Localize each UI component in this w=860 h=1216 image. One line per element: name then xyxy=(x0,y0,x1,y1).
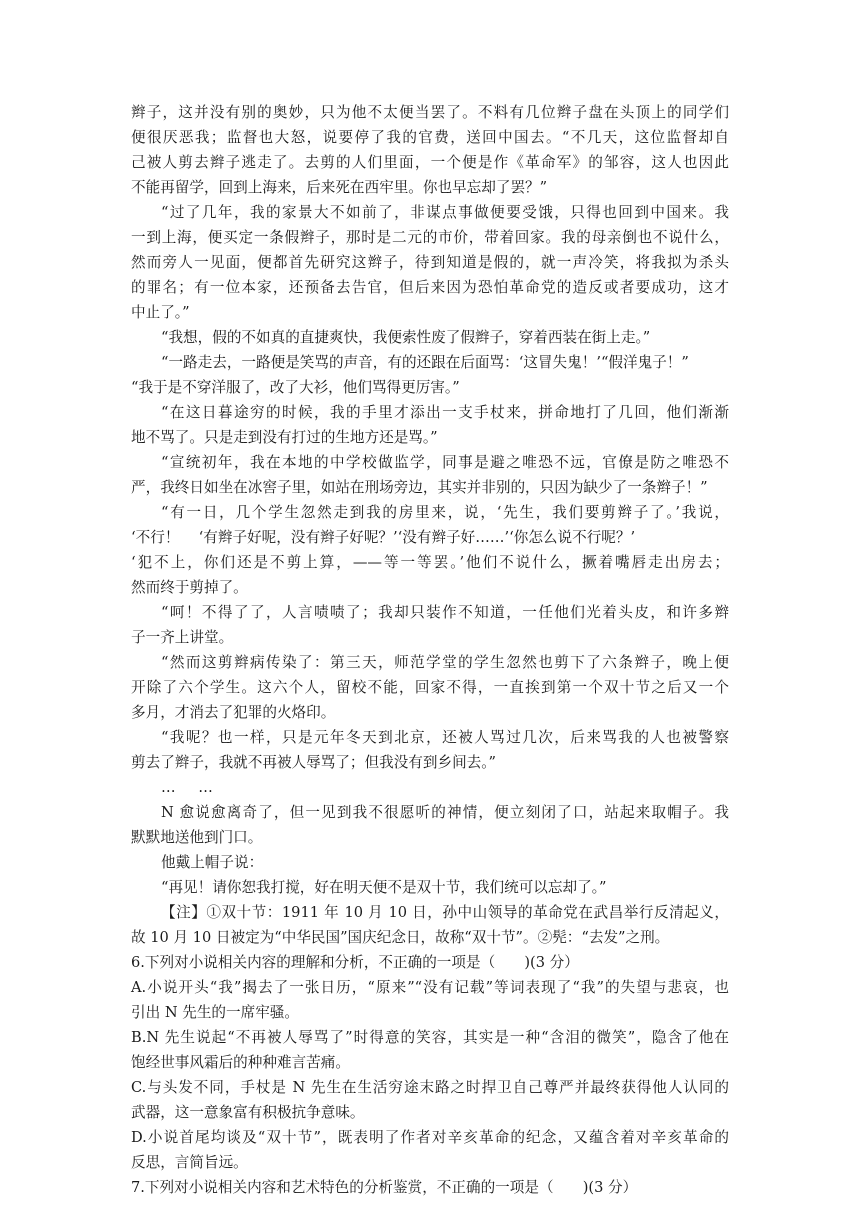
paragraph-start: “有一日，几个学生忽然走到我的房里来，说，‘先生，我们要剪辫子了。’我说， xyxy=(161,504,729,521)
question-7: 7.下列对小说相关内容和艺术特色的分析鉴赏，不正确的一项是（ )(3 分） xyxy=(131,1179,638,1196)
option-d-cont: 反思，言简旨远。 xyxy=(131,1154,248,1171)
text-line: 然而旁人一见面，便都首先研究这辫子，待到知道是假的，就一声冷笑，将我拟为杀头 xyxy=(131,254,729,271)
paragraph-start: “宣统初年，我在本地的中学校做监学，同事是避之唯恐不远，官僚是防之唯恐不 xyxy=(161,454,729,471)
text-line: 便很厌恶我；监督也大怒，说要停了我的官费，送回中国去。“不几天，这位监督却自 xyxy=(131,129,729,146)
text-line: 开除了六个学生。这六个人，留校不能，回家不得，一直挨到第一个双十节之后又一个 xyxy=(131,679,729,696)
paragraph-start: “再见！请你恕我打搅，好在明天便不是双十节，我们统可以忘却了。” xyxy=(161,879,607,896)
option-c-cont: 武器，这一意象富有积极抗争意味。 xyxy=(131,1104,365,1121)
paragraph-start: “一路走去，一路便是笑骂的声音，有的还跟在后面骂：‘这冒失鬼！’“假洋鬼子！” xyxy=(161,354,689,371)
note-line: 故 10 月 10 日被定为“中华民国”国庆纪念日，故称“双十节”。②髡：“去发”之刑。 xyxy=(131,929,670,946)
paragraph-start: N 愈说愈离奇了，但一见到我不很愿听的神情，便立刻闭了口，站起来取帽子。我 xyxy=(161,804,729,821)
text-line: 多月，才消去了犯罪的火烙印。 xyxy=(131,704,336,721)
option-c: C.与头发不同，手杖是 N 先生在生活穷途末路之时捍卫自己尊严并最终获得他人认同的 xyxy=(131,1079,729,1096)
text-line: 地不骂了。只是走到没有打过的生地方还是骂。” xyxy=(131,429,438,446)
text-line: 然而终于剪掉了。 xyxy=(131,579,248,596)
paragraph-start: “我想，假的不如真的直捷爽快，我便索性废了假辫子，穿着西装在街上走。” xyxy=(161,329,651,346)
option-a-cont: 引出 N 先生的一席牢骚。 xyxy=(131,1004,299,1021)
text-line: 剪去了辫子，我就不再被人辱骂了；但我没有到乡间去。” xyxy=(131,754,497,771)
text-line: 的罪名；有一位本家，还预备去告官，但后来因为恐怕革命党的造反或者要成功，这才 xyxy=(131,279,729,296)
paragraph-start: “在这日暮途穷的时候，我的手里才添出一支手杖来，拼命地打了几回，他们渐渐 xyxy=(161,404,729,421)
paragraph-start: “我呢？也一样，只是元年冬天到北京，还被人骂过几次，后来骂我的人也被警察 xyxy=(161,729,729,746)
text-line: ‘不行！ ‘有辫子好呢，没有辫子好呢？’‘没有辫子好……’‘你怎么说不行呢？’ xyxy=(131,529,636,546)
text-line: 子一齐上讲堂。 xyxy=(131,629,234,646)
paragraph-start: “然而这剪辫病传染了：第三天，师范学堂的学生忽然也剪下了六条辫子，晚上便 xyxy=(161,654,729,671)
text-line: 己被人剪去辫子逃走了。去剪的人们里面，一个便是作《革命军》的邹容，这人也因此 xyxy=(131,154,729,171)
text-line: “我于是不穿洋服了，改了大衫，他们骂得更厉害。” xyxy=(131,379,460,396)
paragraph-start: “过了几年，我的家景大不如前了，非谋点事做便要受饿，只得也回到中国来。我 xyxy=(161,204,729,221)
text-line: 一到上海，便买定一条假辫子，那时是二元的市价，带着回家。我的母亲倒也不说什么， xyxy=(131,229,729,246)
paragraph-start: “呵！不得了了，人言啧啧了；我却只装作不知道，一任他们光着头皮，和许多辫 xyxy=(161,604,729,621)
text-line: 不能再留学，回到上海来，后来死在西牢里。你也早忘却了罢？” xyxy=(131,179,548,196)
text-line: 中止了。” xyxy=(131,304,190,321)
paragraph-start: 他戴上帽子说： xyxy=(161,854,264,871)
document-page xyxy=(131,100,729,1200)
ellipsis-line: … … xyxy=(161,779,217,796)
option-a: A.小说开头“我”揭去了一张日历，“原来”“没有记载”等词表现了“我”的失望与悲哀，也 xyxy=(131,979,729,996)
option-b: B.N 先生说起“不再被人辱骂了”时得意的笑容，其实是一种“含泪的微笑”，隐含了他在 xyxy=(131,1029,729,1046)
text-line: 严，我终日如坐在冰窖子里，如站在刑场旁边，其实并非别的，只因为缺少了一条辫子！” xyxy=(131,479,708,496)
text-line: 默默地送他到门口。 xyxy=(131,829,263,846)
note-line: 【注】①双十节：1911 年 10 月 10 日，孙中山领导的革命党在武昌举行反清起义， xyxy=(161,904,729,921)
question-6: 6.下列对小说相关内容的理解和分析，不正确的一项是（ )(3 分） xyxy=(131,954,579,971)
text-line: 辫子，这并没有别的奥妙，只为他不太便当罢了。不料有几位辫子盘在头顶上的同学们 xyxy=(131,104,729,121)
option-d: D.小说首尾均谈及“双十节”，既表明了作者对辛亥革命的纪念，又蕴含着对辛亥革命的 xyxy=(131,1129,729,1146)
text-line: ‘犯不上，你们还是不剪上算，——等一等罢。’他们不说什么，撅着嘴唇走出房去； xyxy=(131,554,729,571)
option-b-cont: 饱经世事风霜后的种种难言苦痛。 xyxy=(131,1054,350,1071)
